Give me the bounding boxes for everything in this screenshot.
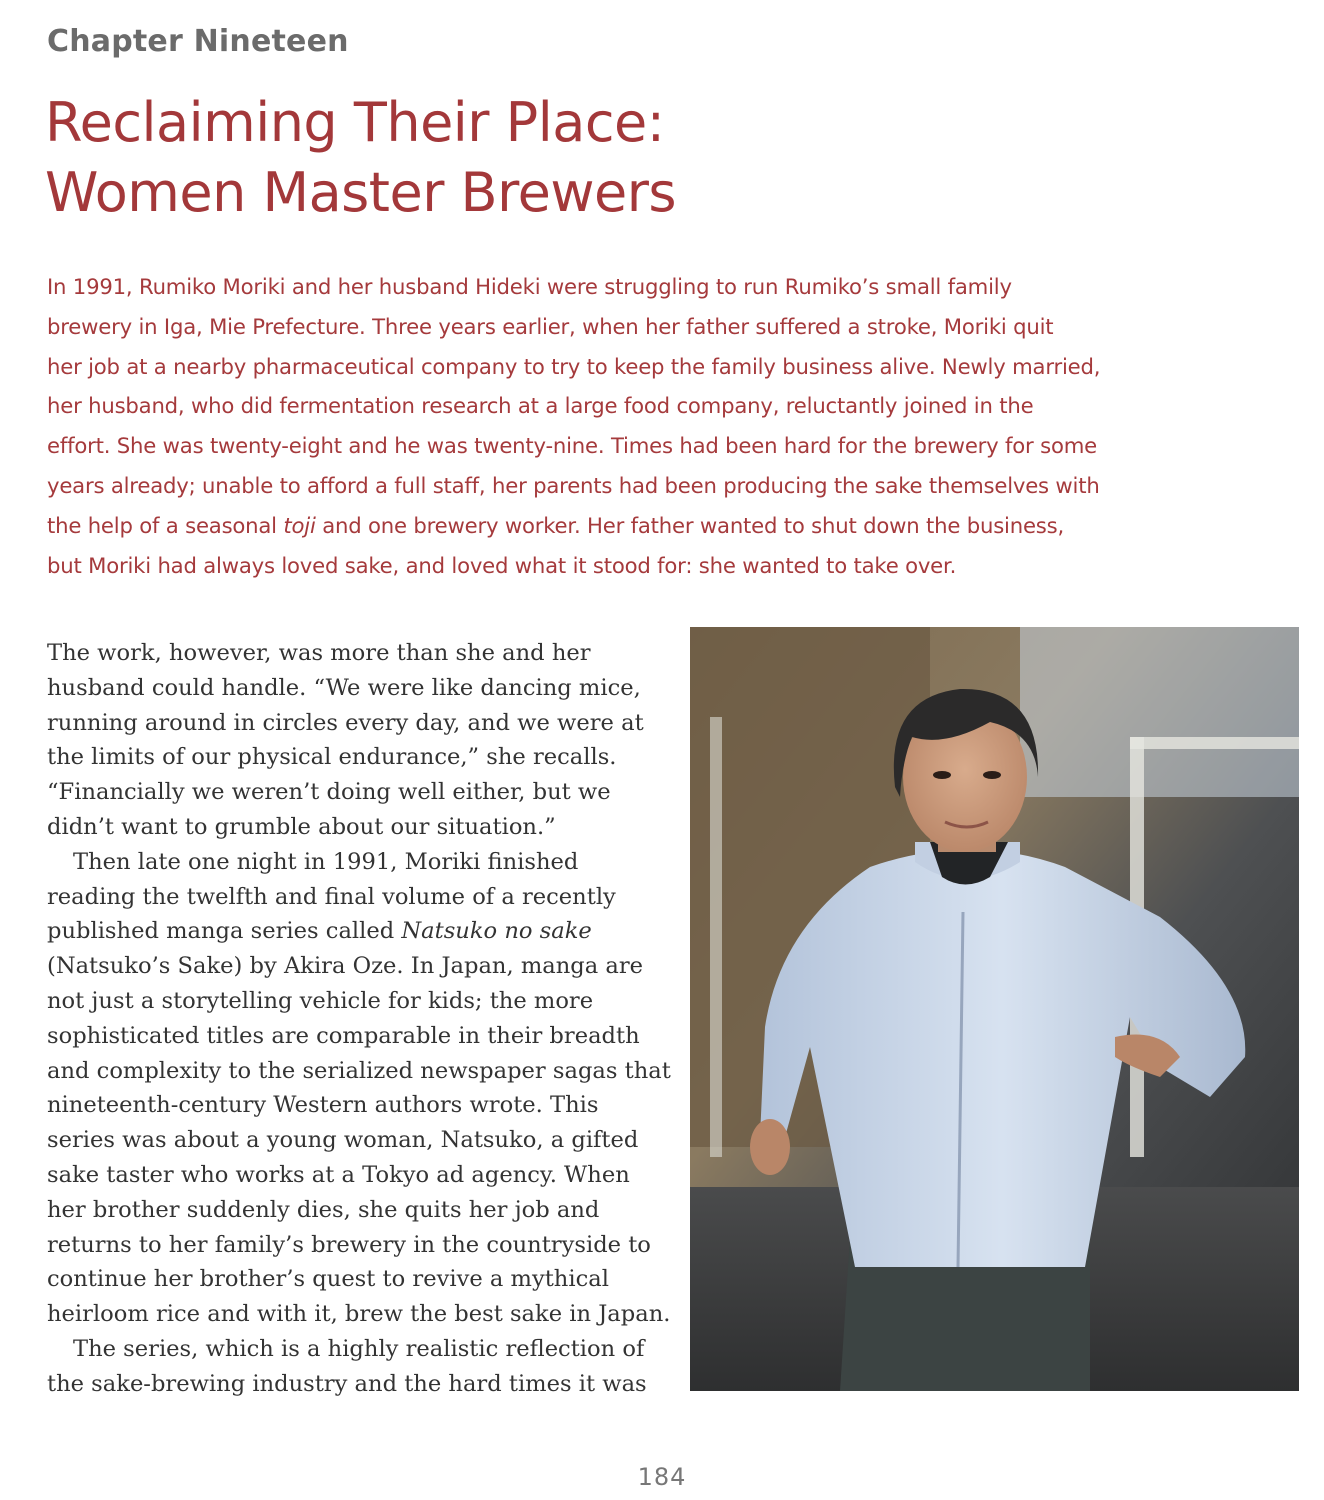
body-line: running around in circles every day, and we were at — [47, 709, 644, 736]
intro-line: In 1991, Rumiko Moriki and her husband Hideki were struggling to run Rumiko’s small family — [47, 274, 1012, 299]
body-line: didn’t want to grumble about our situation.” — [47, 813, 556, 840]
body-line: husband could handle. “We were like dancing mice, — [47, 674, 641, 701]
intro-line: but Moriki had always loved sake, and loved what it stood for: she wanted to take over. — [47, 552, 957, 578]
body-line: the sake-brewing industry and the hard times it was — [47, 1370, 647, 1397]
body-line: (Natsuko’s Sake) by Akira Oze. In Japan, manga are — [47, 953, 644, 980]
chapter-label: Chapter Nineteen — [47, 24, 349, 59]
body-line: series was about a young woman, Natsuko, a gifted — [47, 1127, 639, 1154]
body-line — [47, 914, 667, 949]
body-line: “Financially we weren’t doing well either, but we — [47, 779, 611, 806]
chapter-title-line-2: Women Master Brewers — [45, 161, 677, 224]
eye-right — [983, 771, 1001, 779]
intro-line: brewery in Iga, Mie Prefecture. Three years earlier, when her father suffered a stroke, Moriki quit — [47, 313, 1054, 339]
intro-line: her job at a nearby pharmaceutical company to try to keep the family business alive. Newly married, — [47, 353, 1101, 379]
intro-line: effort. She was twenty-eight and he was twenty-nine. Times had been hard for the brewery for some — [47, 433, 1097, 459]
intro-text: and one brewery worker. Her father wanted to shut down the business, — [315, 512, 1064, 538]
intro-line — [47, 513, 1064, 538]
portrait-illustration — [690, 627, 1299, 1391]
body-line: continue her brother’s quest to revive a mythical — [47, 1266, 609, 1293]
intro-line: her husband, who did fermentation research at a large food company, reluctantly joined in the — [47, 393, 1034, 419]
body-line: and complexity to the serialized newspaper sagas that — [47, 1057, 671, 1084]
intro-line: years already; unable to afford a full staff, her parents had been producing the sake themselves with — [47, 472, 1100, 498]
white-rack-frame — [1130, 737, 1299, 749]
body-line: The work, however, was more than she and her — [47, 640, 591, 666]
manga-title: Natsuko no sake — [401, 918, 592, 945]
intro-italic-term: toji — [283, 512, 316, 538]
body-line: The series, which is a highly realistic reflection of — [73, 1335, 645, 1362]
body-line: sake taster who works at a Tokyo ad agency. When — [47, 1161, 630, 1188]
body-line: returns to her family’s brewery in the countryside to — [47, 1231, 651, 1258]
body-line: Then late one night in 1991, Moriki finished — [73, 848, 579, 875]
eye-left — [933, 771, 951, 779]
body-line: the limits of our physical endurance,” she recalls. — [47, 744, 617, 771]
body-line: not just a storytelling vehicle for kids; the more — [47, 987, 594, 1014]
intro-text: the help of a seasonal — [47, 512, 284, 538]
body-text: published manga series called — [47, 918, 402, 945]
body-line: her brother suddenly dies, she quits her job and — [47, 1196, 600, 1223]
body-line: reading the twelfth and final volume of a recently — [47, 883, 616, 910]
window-light — [1020, 627, 1299, 797]
intro-paragraph — [47, 267, 1237, 585]
portrait-photo — [690, 627, 1299, 1391]
white-rack-frame — [710, 717, 722, 1157]
page-number: 184 — [637, 1463, 687, 1491]
body-line: nineteenth-century Western authors wrote. This — [47, 1092, 599, 1119]
hand-left — [750, 1119, 790, 1175]
chapter-title-line-1: Reclaiming Their Place: — [45, 91, 665, 154]
body-line: heirloom rice and with it, brew the best sake in Japan. — [47, 1301, 671, 1328]
body-text-column — [47, 636, 671, 1402]
chapter-title — [45, 88, 1245, 228]
body-line: sophisticated titles are comparable in their breadth — [47, 1022, 640, 1049]
